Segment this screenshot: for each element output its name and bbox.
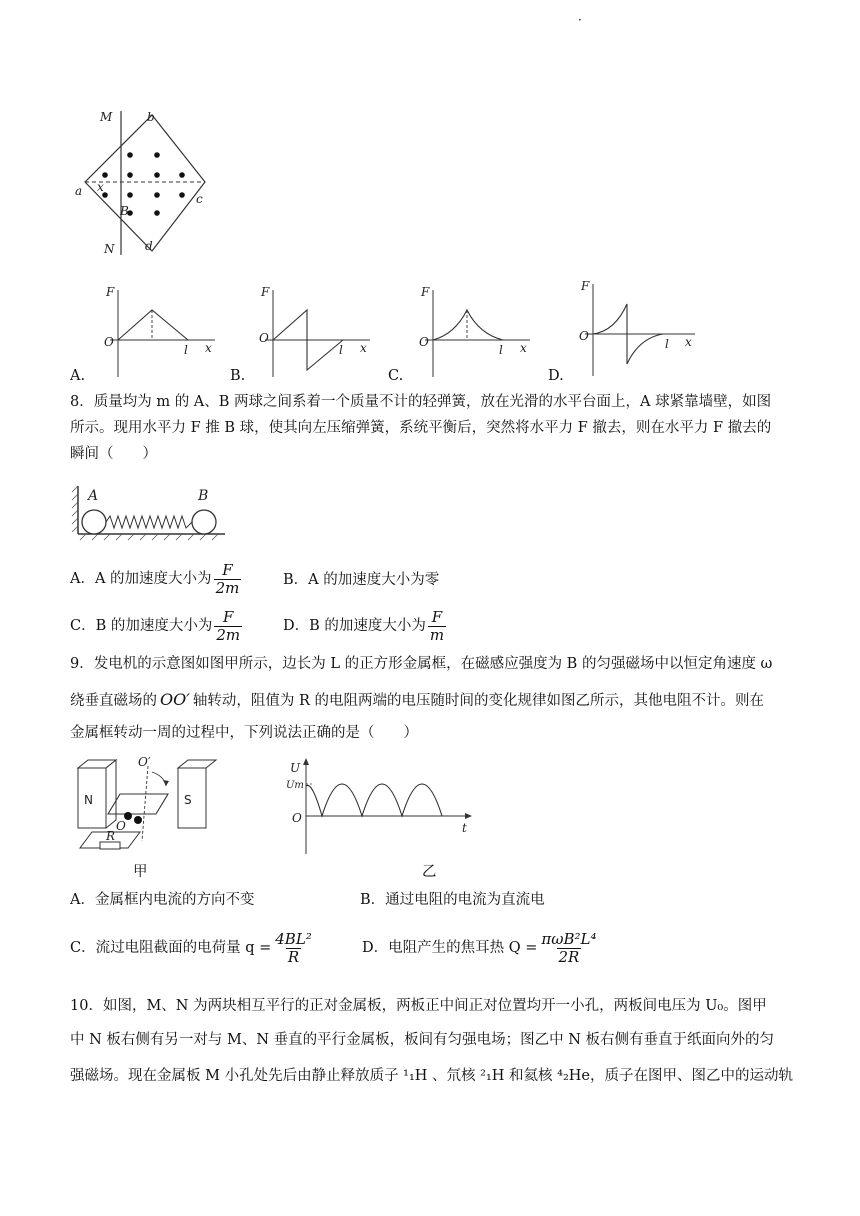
q8-option-B: B．A 的加速度大小为零 bbox=[283, 572, 440, 588]
resistor bbox=[100, 842, 120, 849]
header-mark: · bbox=[578, 13, 582, 27]
graph-A-curve bbox=[118, 310, 188, 340]
q8-line1: 8．质量均为 m 的 A、B 两球之间系着一个质量不计的轻弹簧，放在光滑的水平台面上，A 球紧靠墙壁，如图 bbox=[70, 394, 772, 410]
q10-line1: 10．如图，M、N 为两块相互平行的正对金属板，两板正中间正对位置均开一小孔，两板间电压为 U₀。图甲 bbox=[70, 998, 767, 1014]
label-N: N bbox=[104, 242, 115, 256]
option-D-label: D. bbox=[548, 368, 564, 384]
svg-text:O: O bbox=[104, 335, 114, 349]
graph-C-curve bbox=[433, 310, 503, 340]
label-c: c bbox=[196, 192, 203, 206]
field-dots bbox=[102, 152, 185, 216]
svg-text:O: O bbox=[116, 819, 126, 833]
svg-text:O′: O′ bbox=[138, 756, 151, 769]
svg-text:x: x bbox=[205, 341, 212, 355]
label-d: d bbox=[145, 239, 153, 253]
svg-text:l: l bbox=[339, 343, 343, 357]
svg-text:F: F bbox=[261, 285, 270, 299]
svg-text:U: U bbox=[290, 761, 301, 775]
svg-text:t: t bbox=[462, 821, 467, 835]
label-B: B bbox=[120, 204, 129, 218]
spring bbox=[106, 516, 192, 528]
rectified-sine bbox=[306, 784, 442, 816]
spring-balls-figure bbox=[70, 482, 230, 542]
graph-A bbox=[100, 282, 220, 382]
svg-text:R: R bbox=[106, 829, 116, 843]
figure-yi-caption: 乙 bbox=[422, 864, 437, 880]
label-b: b bbox=[147, 110, 155, 124]
option-C-label: C. bbox=[388, 368, 404, 384]
generator-figure bbox=[70, 756, 220, 856]
svg-text:x: x bbox=[520, 341, 527, 355]
label-M: M bbox=[100, 110, 113, 124]
metal-frame bbox=[108, 794, 168, 814]
svg-text:O: O bbox=[579, 329, 589, 343]
label-a: a bbox=[75, 184, 83, 198]
q8-line2: 所示。现用水平力 F 推 B 球，使其向左压缩弹簧，系统平衡后，突然将水平力 F 撤去，则在水平力 F 撤去的 bbox=[70, 420, 772, 436]
square-loop-field-figure bbox=[70, 105, 220, 260]
svg-text:O: O bbox=[292, 811, 302, 825]
ball-B bbox=[192, 510, 216, 534]
q9-line2: 绕垂直磁场的 OO′ 轴转动，阻值为 R 的电阻两端的电压随时间的变化规律如图乙所示，其他电阻不计。则在 bbox=[70, 690, 765, 709]
svg-text:F: F bbox=[421, 285, 430, 299]
ball-A bbox=[82, 510, 106, 534]
q9-option-C: C．流过电阻截面的电荷量 q = $\frac{\text{4BL²}}{R}$ bbox=[70, 929, 312, 966]
q9-line3: 金属框转动一周的过程中，下列说法正确的是（ ） bbox=[70, 725, 418, 741]
svg-text:O: O bbox=[259, 331, 269, 345]
q8-option-D: D．B 的加速度大小为 $\frac{F}{m}$ bbox=[283, 607, 445, 644]
svg-text:F: F bbox=[581, 279, 590, 293]
svg-text:Um: Um bbox=[286, 780, 304, 791]
svg-text:F: F bbox=[106, 285, 115, 299]
q9-line1: 9．发电机的示意图如图甲所示，边长为 L 的正方形金属框，在磁感应强度为 B 的匀强磁场中以恒定角速度 ω bbox=[70, 656, 773, 672]
option-B-label: B. bbox=[230, 368, 246, 384]
q8-option-C: C．B 的加速度大小为 $\frac{F}{2m}$ bbox=[70, 607, 241, 644]
svg-text:N: N bbox=[84, 793, 93, 807]
ball-B-label: B bbox=[198, 488, 209, 504]
svg-text:l: l bbox=[665, 337, 669, 351]
figure-jia-caption: 甲 bbox=[133, 864, 148, 880]
svg-text:x: x bbox=[685, 335, 692, 349]
q8-option-A: A．A 的加速度大小为 $\frac{F}{2m}$ bbox=[70, 560, 240, 597]
q10-line2: 中 N 板右侧有另一对与 M、N 垂直的平行金属板，板间有匀强电场；图乙中 N 板右侧有垂直于纸面向外的匀 bbox=[70, 1032, 775, 1048]
q9-option-B: B．通过电阻的电流为直流电 bbox=[360, 892, 545, 908]
q9-option-A: A．金属框内电流的方向不变 bbox=[70, 892, 255, 908]
svg-text:S: S bbox=[184, 793, 192, 807]
svg-text:l: l bbox=[499, 343, 503, 357]
ball-A-label: A bbox=[88, 488, 99, 504]
svg-text:x: x bbox=[360, 341, 367, 355]
option-A-label: A. bbox=[70, 368, 86, 384]
voltage-time-graph bbox=[282, 756, 482, 856]
slip-ring-2 bbox=[134, 816, 142, 824]
q10-line3: 强磁场。现在金属板 M 小孔处先后由静止释放质子 ¹₁H 、氘核 ²₁H 和氦核 ⁴₂He，质子在图甲、图乙中的运动轨 bbox=[70, 1068, 793, 1084]
q9-option-D: D．电阻产生的焦耳热 Q = $\frac{\text{πωB²L⁴}}{2R}$ bbox=[362, 929, 597, 966]
label-x: x bbox=[97, 180, 104, 194]
svg-text:l: l bbox=[184, 343, 188, 357]
svg-text:O: O bbox=[419, 335, 429, 349]
graph-D bbox=[575, 276, 700, 381]
graph-C bbox=[415, 282, 535, 382]
q8-line3: 瞬间（ ） bbox=[70, 446, 157, 462]
graph-B bbox=[255, 282, 375, 382]
